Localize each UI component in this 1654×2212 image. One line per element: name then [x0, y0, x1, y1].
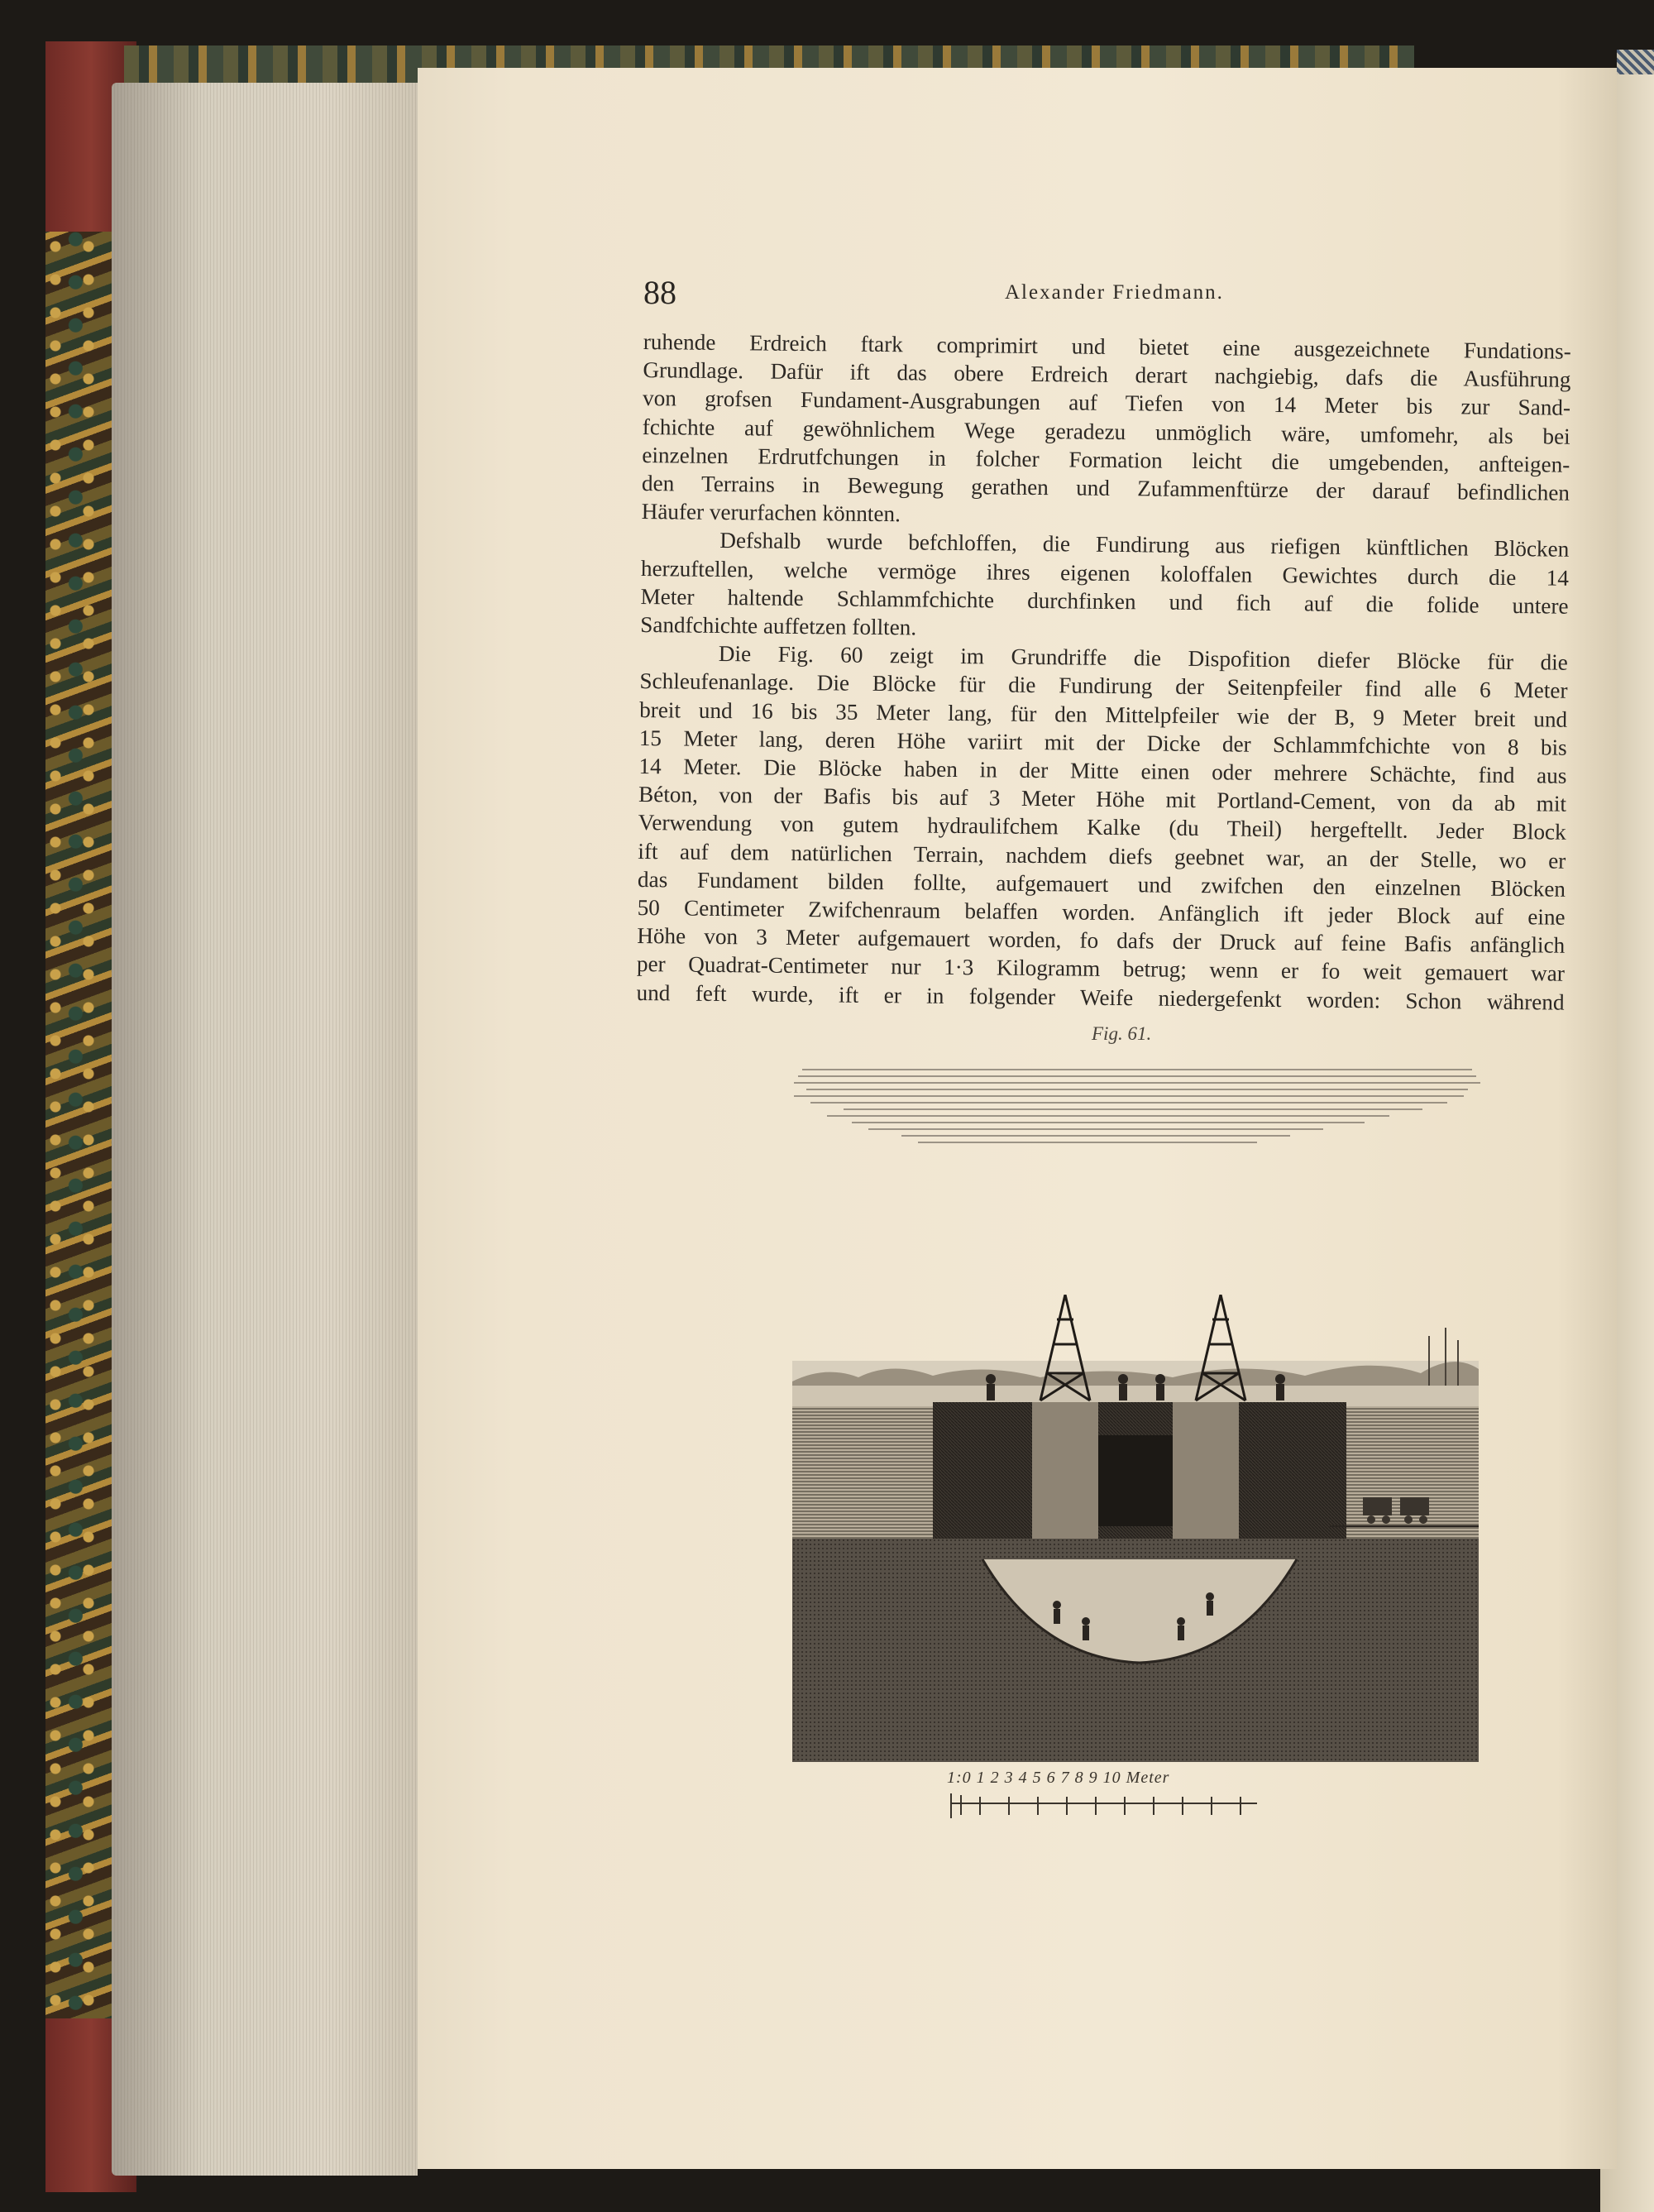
sky-hatching	[794, 1063, 1480, 1150]
text-line: ruhende Erdreich ftark comprimirt und bietet eine ausgezeichnete Fundations-	[643, 328, 1571, 364]
text-line: Grundlage. Dafür ift das obere Erdreich derart nachgiebig, dafs die Ausführung	[643, 357, 1571, 392]
body-text	[636, 328, 1571, 1017]
text-line: Häufer verurfachen könnten.	[641, 499, 901, 527]
text-line: einzelnen Erdrutfchungen in folcher Formation leicht die umgebenden, anfteigen-	[642, 442, 1570, 477]
text-line: Béton, von der Bafis bis auf 3 Meter Höhe mit Portland-Cement, von da ab mit	[638, 782, 1567, 816]
scale-bar	[943, 1785, 1274, 1827]
text-line: breit und 16 bis 35 Meter lang, für den Mittelpfeiler wie der B, 9 Meter breit und	[639, 697, 1568, 732]
text-line: Meter haltende Schlammfchichte durchfinken und fich auf die folide untere	[640, 583, 1569, 619]
text-line: fchichte auf gewöhnlichem Wege geradezu unmöglich wäre, umfomehr, als bei	[642, 414, 1570, 449]
text-line: das Fundament bilden follte, aufgemauert und zwifchen den einzelnen Blöcken	[637, 866, 1566, 902]
text-line: Verwendung von gutem hydraulifchem Kalke (du Theil) hergeftellt. Jeder Block	[638, 810, 1566, 845]
text-line: 50 Centimeter Zwifchenraum belaffen worden. Anfänglich ift jeder Block auf eine	[637, 895, 1566, 930]
text-line: 15 Meter lang, deren Höhe variirt mit der Dicke der Schlammfchichte von 8 bis	[638, 725, 1567, 760]
text-line: Defshalb wurde befchloffen, die Fundirung aus riefigen künftlichen Blöcken	[719, 528, 1570, 563]
figure-caption: Fig. 61.	[1092, 1023, 1152, 1044]
text-line: von grofsen Fundament-Ausgrabungen auf Tiefen von 14 Meter bis zur Sand-	[642, 385, 1571, 421]
text-line: Sandfchichte auffetzen follten.	[640, 612, 917, 640]
caisson-engraving	[792, 1295, 1479, 1762]
page-edges	[112, 83, 418, 2176]
text-line: per Quadrat-Centimeter nur 1·3 Kilogramm betrug; wenn er fo weit gemauert war	[636, 951, 1566, 987]
text-line: ift auf dem natürlichen Terrain, nachdem diefs geebnet war, an der Stelle, wo er	[638, 838, 1566, 874]
text-line: Höhe von 3 Meter aufgemauert worden, fo dafs der Druck auf feine Bafis anfänglich	[637, 923, 1566, 958]
text-line: Die Fig. 60 zeigt im Grundriffe die Dispofition diefer Blöcke für die	[718, 641, 1568, 675]
text-line: 14 Meter. Die Blöcke haben in der Mitte einen oder mehrere Schächte, find aus	[638, 754, 1567, 788]
scale-labels: 1:0 1 2 3 4 5 6 7 8 9 10 Meter	[947, 1769, 1170, 1787]
page-number: 88	[643, 274, 676, 311]
text-line: Schleufenanlage. Die Blöcke für die Fundirung der Seitenpfeiler find alle 6 Meter	[639, 668, 1568, 704]
running-head: Alexander Friedmann.	[1005, 281, 1224, 304]
text-line: den Terrains in Bewegung gerathen und Zufammenftürze der darauf befindlichen	[641, 471, 1570, 505]
text-line: und feft wurde, ift er in folgender Weife niedergefenkt worden: Schon während	[636, 979, 1565, 1015]
text-line: herzuftellen, welche vermöge ihres eigenen koloffalen Gewichtes durch die 14	[640, 555, 1570, 591]
